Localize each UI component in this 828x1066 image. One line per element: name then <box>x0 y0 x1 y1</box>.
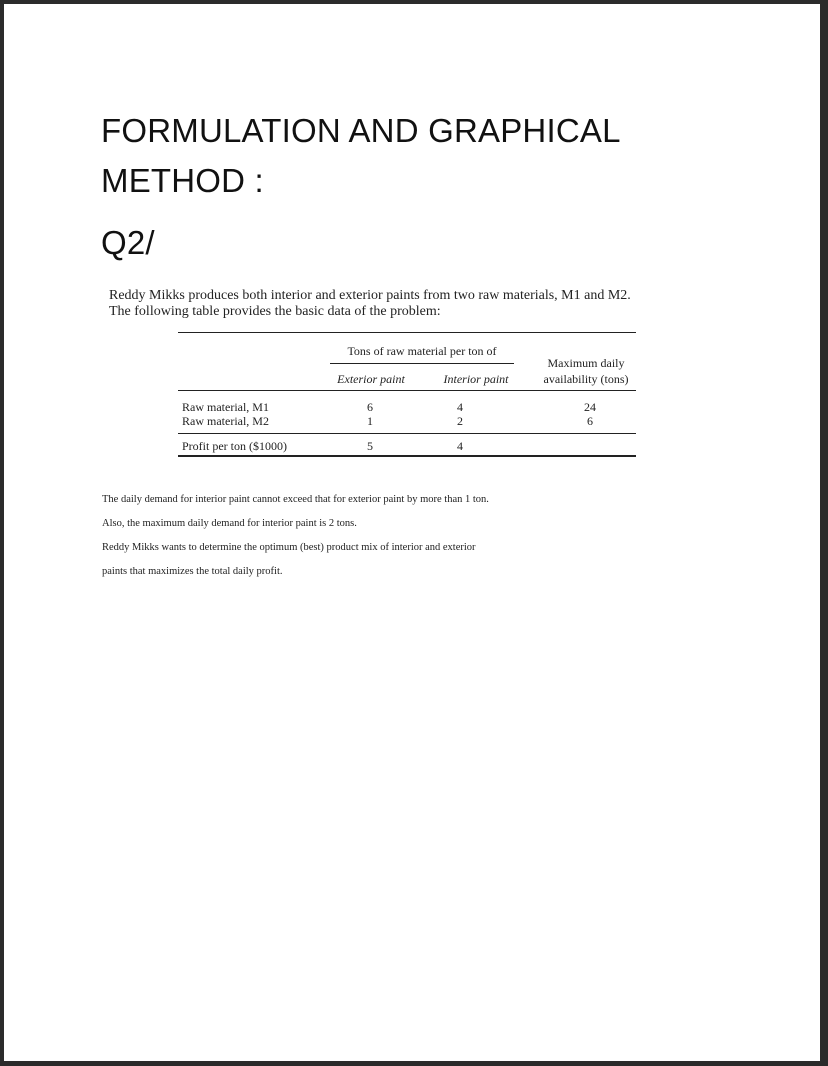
row-label-profit: Profit per ton ($1000) <box>182 439 287 453</box>
row-label-m1: Raw material, M1 <box>182 400 269 414</box>
cell-m2-interior: 2 <box>457 414 463 428</box>
heading-line-1: FORMULATION AND GRAPHICAL <box>101 112 621 149</box>
col-header-exterior: Exterior paint <box>337 372 405 386</box>
cell-m1-interior: 4 <box>457 400 463 414</box>
col-header-max-2: availability (tons) <box>543 372 629 386</box>
header-bottom-rule <box>178 390 636 391</box>
intro-line-2: The following table provides the basic data of the problem: <box>109 304 441 319</box>
intro-line-1: Reddy Mikks produces both interior and exterior paints from two raw materials, M1 and M2. <box>109 288 631 303</box>
document-page <box>4 4 820 1061</box>
intro-text <box>109 288 749 320</box>
group-header-rule <box>330 363 514 364</box>
col-header-max-1: Maximum daily <box>547 356 625 370</box>
cell-m2-exterior: 1 <box>367 414 373 428</box>
data-table <box>178 332 636 457</box>
table-top-rule <box>178 332 636 333</box>
row-label-m2: Raw material, M2 <box>182 414 269 428</box>
group-header: Tons of raw material per ton of <box>347 344 497 358</box>
cell-m1-max: 24 <box>584 400 596 414</box>
paragraph-3: Reddy Mikks wants to determine the optimum (best) product mix of interior and exterior <box>102 542 476 553</box>
paragraph-2: Also, the maximum daily demand for interior paint is 2 tons. <box>102 518 357 529</box>
cell-profit-interior: 4 <box>457 439 463 453</box>
paragraph-1: The daily demand for interior paint cannot exceed that for exterior paint by more than 1 ton. <box>102 494 489 505</box>
heading-line-2: METHOD : <box>101 162 264 199</box>
cell-m1-exterior: 6 <box>367 400 373 414</box>
paragraph-4: paints that maximizes the total daily profit. <box>102 566 283 577</box>
body-bottom-rule <box>178 433 636 434</box>
question-label: Q2/ <box>101 224 155 261</box>
cell-m2-max: 6 <box>587 414 593 428</box>
table-bottom-rule <box>178 455 636 457</box>
col-header-interior: Interior paint <box>443 372 509 386</box>
problem-text <box>102 493 489 589</box>
cell-profit-exterior: 5 <box>367 439 373 453</box>
